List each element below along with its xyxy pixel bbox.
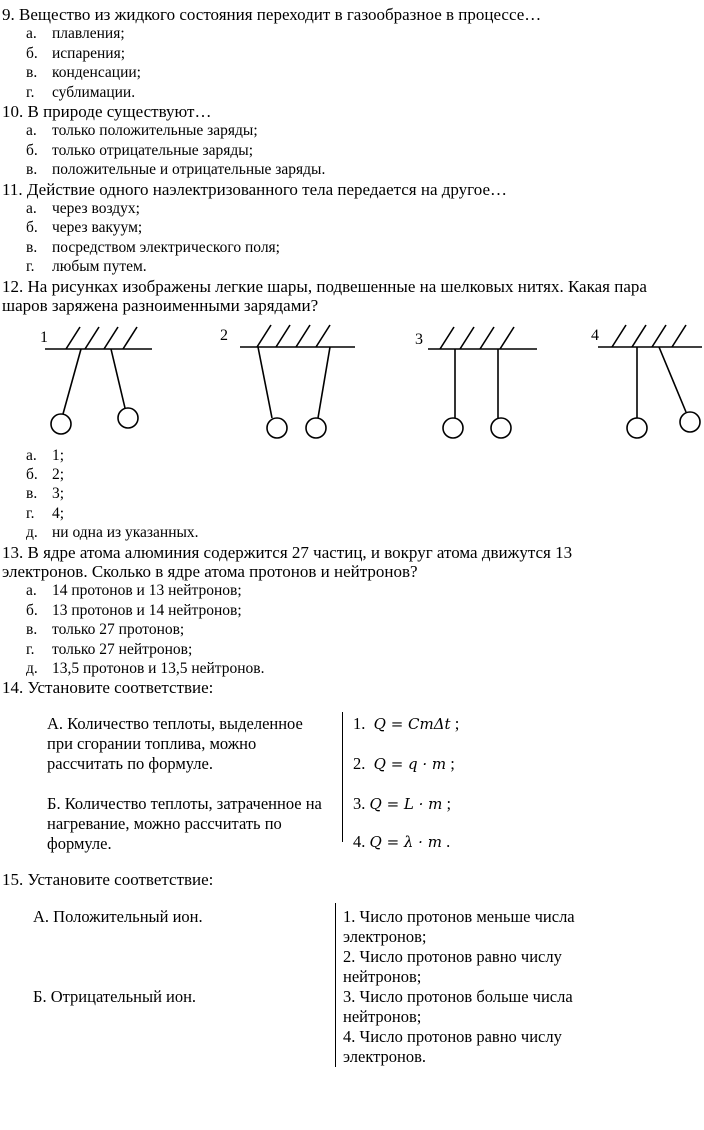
option-letter: г.	[26, 504, 35, 522]
formula: Q = CmΔt	[373, 714, 451, 733]
option	[0, 465, 704, 484]
question-10: 10. В природе существуют…	[2, 102, 212, 122]
pendulum-drawings	[0, 324, 704, 446]
text-line: 2. Число протонов равно числу	[343, 947, 562, 967]
matching-table-15	[0, 889, 704, 1067]
match-right-1	[343, 907, 575, 947]
text-line: Б. Количество теплоты, затраченное на	[47, 793, 322, 813]
option-letter: г.	[26, 258, 35, 276]
pendulum-pair-3	[428, 327, 537, 438]
option	[0, 581, 704, 600]
option	[0, 601, 704, 620]
figure-label-2: 2	[220, 326, 228, 344]
match-right-4	[343, 1027, 562, 1067]
match-right-3	[353, 794, 451, 814]
option-text: положительные и отрицательные заряды.	[52, 161, 326, 179]
figure-label-3: 3	[415, 330, 423, 348]
item-number: 1.	[353, 713, 366, 733]
question-13-line-2: электронов. Сколько в ядре атома протонов и нейтронов?	[2, 561, 418, 581]
option-letter: в.	[26, 621, 38, 639]
figure-label-4: 4	[591, 326, 599, 344]
question-11-options	[0, 199, 704, 277]
column-divider	[342, 712, 343, 842]
option-text: только отрицательные заряды;	[52, 141, 254, 159]
option-text: ни одна из указанных.	[52, 524, 199, 542]
item-number: 4.	[353, 831, 366, 851]
text-line: рассчитать по формуле.	[47, 753, 213, 773]
option-text: 1;	[52, 446, 65, 464]
question-12-options	[0, 446, 704, 543]
match-left-b	[47, 794, 322, 854]
match-right-2	[353, 754, 455, 774]
match-right-1	[353, 714, 459, 734]
option-letter: б.	[26, 44, 38, 62]
option-letter: а.	[26, 122, 37, 140]
option	[0, 160, 704, 179]
option	[0, 44, 704, 63]
formula: Q = L · m	[369, 794, 443, 813]
option-text: испарения;	[52, 44, 126, 62]
option	[0, 484, 704, 503]
option-text: 13,5 протонов и 13,5 нейтронов.	[52, 659, 265, 677]
text-line: нейтронов;	[343, 1007, 422, 1027]
pendulum-pair-2	[240, 325, 355, 438]
option-text: через воздух;	[52, 200, 140, 218]
option	[0, 504, 704, 523]
option-letter: б.	[26, 601, 38, 619]
option-text: любым путем.	[52, 258, 147, 276]
option	[0, 24, 704, 43]
matching-table-14	[0, 698, 704, 853]
option	[0, 523, 704, 542]
item-end: ;	[446, 793, 452, 813]
option-letter: а.	[26, 25, 37, 43]
column-divider	[335, 903, 336, 1067]
question-13-options	[0, 581, 704, 678]
text-line: электронов;	[343, 927, 427, 947]
text-line: формуле.	[47, 833, 112, 853]
text-line: электронов.	[343, 1047, 427, 1067]
item-end: ;	[454, 713, 460, 733]
text-line: нейтронов;	[343, 967, 422, 987]
option-letter: а.	[26, 200, 37, 218]
option-text: плавления;	[52, 25, 125, 43]
item-number: 3.	[353, 793, 366, 813]
figure-label-1: 1	[40, 328, 48, 346]
match-left-a: А. Положительный ион.	[33, 907, 203, 927]
formula: Q = q · m	[373, 754, 447, 773]
option-text: только 27 нейтронов;	[52, 640, 193, 658]
option-text: сублимации.	[52, 83, 136, 101]
formula: Q = λ · m	[369, 832, 442, 851]
match-right-3	[343, 987, 573, 1027]
option-text: 13 протонов и 14 нейтронов;	[52, 601, 242, 619]
option	[0, 199, 704, 218]
question-14: 14. Установите соответствие:	[2, 678, 214, 698]
option-letter: г.	[26, 83, 35, 101]
option-letter: а.	[26, 446, 37, 464]
option	[0, 218, 704, 237]
pendulum-pair-1	[45, 327, 152, 434]
question-12-line-2: шаров заряжена разноименными зарядами?	[2, 296, 319, 316]
option-letter: г.	[26, 640, 35, 658]
pendulum-figure	[0, 324, 704, 446]
option	[0, 141, 704, 160]
pendulum-pair-4	[598, 325, 702, 438]
question-15: 15. Установите соответствие:	[2, 869, 214, 889]
question-13-line-1: 13. В ядре атома алюминия содержится 27 частиц, и вокруг атома движутся 13	[2, 542, 573, 562]
option-letter: б.	[26, 141, 38, 159]
option	[0, 83, 704, 102]
match-right-2	[343, 947, 562, 987]
text-line: при сгорании топлива, можно	[47, 733, 257, 753]
option	[0, 640, 704, 659]
option-letter: в.	[26, 64, 38, 82]
question-10-options	[0, 121, 704, 179]
option-text: 2;	[52, 465, 65, 483]
option-text: 14 протонов и 13 нейтронов;	[52, 582, 242, 600]
item-end: ;	[450, 753, 455, 773]
match-left-a	[47, 714, 303, 774]
question-12-line-1: 12. На рисунках изображены легкие шары, подвешенные на шелковых нитях. Какая пара	[2, 276, 647, 296]
option	[0, 121, 704, 140]
question-11: 11. Действие одного наэлектризованного тела передается на другое…	[2, 179, 507, 199]
option-letter: д.	[26, 659, 38, 677]
text-line: 1. Число протонов меньше числа	[343, 907, 575, 927]
option-text: только 27 протонов;	[52, 621, 185, 639]
option-text: 3;	[52, 485, 65, 503]
option	[0, 257, 704, 276]
option-text: посредством электрического поля;	[52, 238, 280, 256]
option-letter: в.	[26, 485, 38, 503]
option	[0, 63, 704, 82]
option-letter: а.	[26, 582, 37, 600]
question-9-options	[0, 24, 704, 102]
option-text: через вакуум;	[52, 219, 143, 237]
option-letter: в.	[26, 238, 38, 256]
match-right-4	[353, 832, 450, 852]
option	[0, 446, 704, 465]
text-line: нагревание, можно рассчитать по	[47, 813, 282, 833]
option-letter: б.	[26, 219, 38, 237]
option-text: 4;	[52, 504, 65, 522]
question-9: 9. Вещество из жидкого состояния переходит в газообразное в процессе…	[2, 5, 542, 24]
option	[0, 238, 704, 257]
item-end: .	[446, 831, 451, 851]
option-text: только положительные заряды;	[52, 122, 258, 140]
document-page	[0, 5, 704, 1067]
option	[0, 659, 704, 678]
text-line: 3. Число протонов больше числа	[343, 987, 573, 1007]
item-number: 2.	[353, 753, 366, 773]
match-left-b: Б. Отрицательный ион.	[33, 987, 197, 1007]
option-letter: д.	[26, 524, 38, 542]
text-line: 4. Число протонов равно числу	[343, 1027, 562, 1047]
option-letter: в.	[26, 161, 38, 179]
option-text: конденсации;	[52, 64, 141, 82]
option-letter: б.	[26, 465, 38, 483]
text-line: А. Количество теплоты, выделенное	[47, 713, 303, 733]
option	[0, 620, 704, 639]
